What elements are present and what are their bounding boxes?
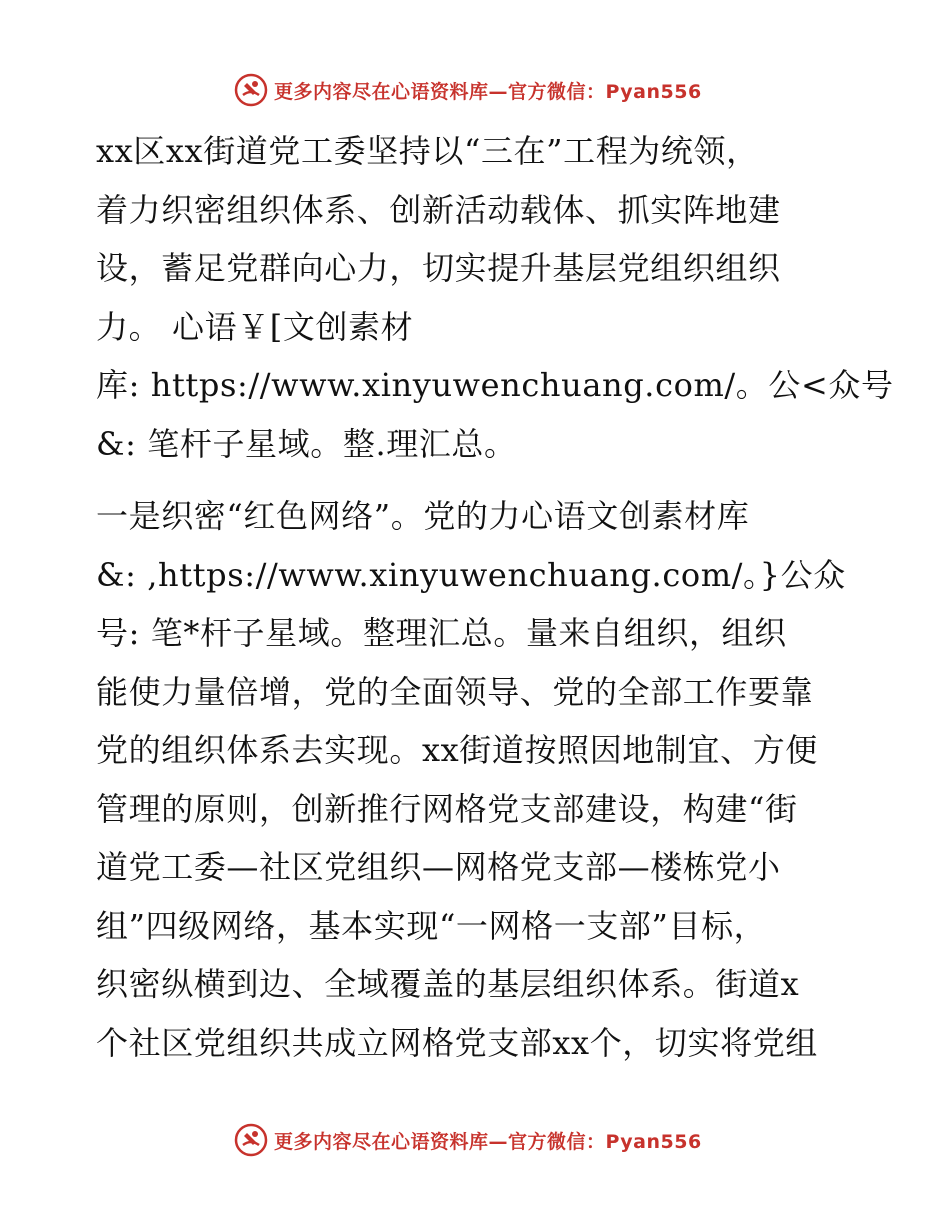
paragraph-gap: [96, 473, 866, 487]
document-body: [96, 122, 894, 1072]
banner-text: 更多内容尽在心语资料库—官方微信：Pyan556: [274, 80, 702, 103]
paragraph-2: [96, 487, 866, 1072]
paragraph-1: [96, 122, 894, 473]
header-banner: [234, 70, 702, 110]
text-line: 能使力量倍增，党的全面领导、党的全部工作要靠: [96, 672, 814, 711]
text-line: &: ,https://www.xinyuwenchuang.com/。}公众: [96, 555, 846, 594]
text-line: 库: https://www.xinyuwenchuang.com/。公<众号: [96, 366, 894, 404]
book-pen-logo-icon: [234, 73, 268, 107]
text-line: 党的组织体系去实现。xx街道按照因地制宜、方便: [96, 731, 818, 769]
text-line: 道党工委—社区党组织—网格党支部—楼栋党小: [96, 848, 781, 886]
text-line: 织密纵横到边、全域覆盖的基层组织体系。街道x: [96, 965, 800, 1003]
banner-text: 更多内容尽在心语资料库—官方微信：Pyan556: [274, 1130, 702, 1153]
text-line: &: 笔杆子星域。整.理汇总。: [96, 424, 517, 463]
book-pen-logo-icon: [234, 1123, 268, 1157]
text-line: xx区xx街道党工委坚持以“三在”工程为统领，: [96, 132, 759, 170]
text-line: 力。 心语￥[文创素材: [96, 307, 414, 346]
text-line: 个社区党组织共成立网格党支部xx个，切实将党组: [96, 1023, 818, 1062]
footer-banner: [234, 1120, 702, 1160]
text-line: 着力织密组织体系、创新活动载体、抓实阵地建: [96, 190, 781, 229]
text-line: 号: 笔*杆子星域。整理汇总。量来自组织，组织: [96, 614, 787, 652]
text-line: 组”四级网络，基本实现“一网格一支部”目标，: [96, 906, 767, 945]
text-line: 一是织密“红色网络”。党的力心语文创素材库: [96, 497, 750, 535]
text-line: 管理的原则，创新推行网格党支部建设，构建“街: [96, 789, 798, 828]
text-line: 设，蓄足党群向心力，切实提升基层党组织组织: [96, 249, 781, 287]
